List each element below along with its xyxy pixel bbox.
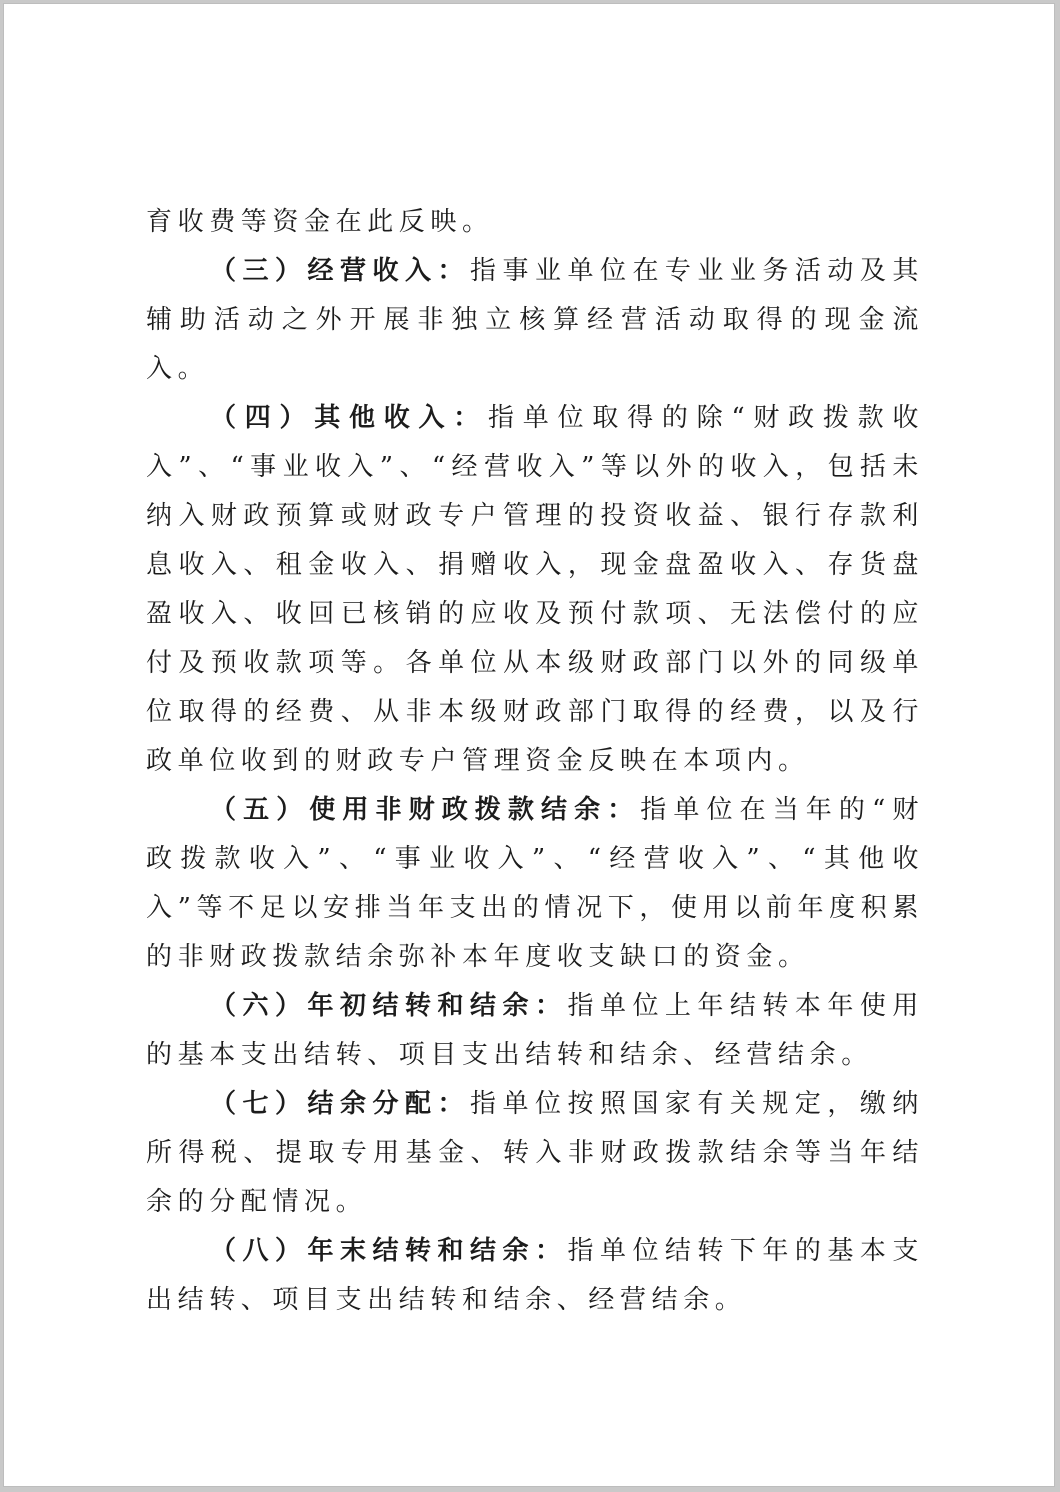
paragraph-surplus-distribution <box>146 1080 924 1227</box>
document-page <box>3 3 1055 1487</box>
paragraph-heading: （六）年初结转和结余： <box>210 991 568 1021</box>
paragraph-heading: （四）其他收入： <box>210 403 489 433</box>
paragraph-text: 指单位结转下年的基本支出结转、项目支出结转和结余、经营结余。 <box>146 1236 924 1315</box>
paragraph-text: 指事业单位在专业业务活动及其辅助活动之外开展非独立核算经营活动取得的现金流入。 <box>146 256 924 384</box>
paragraph-continuation <box>146 198 924 247</box>
paragraph-text: 指单位按照国家有关规定，缴纳所得税、提取专用基金、转入非财政拨款结余等当年结余的分配情况。 <box>146 1089 924 1217</box>
paragraph-heading: （八）年末结转和结余： <box>210 1236 568 1266</box>
paragraph-other-income <box>146 394 924 786</box>
paragraph-text: 指单位取得的除“财政拨款收入”、“事业收入”、“经营收入”等以外的收入，包括未纳入财政预算或财政专户管理的投资收益、银行存款利息收入、租金收入、捐赠收入，现金盘盈收入、存货盘盈收入、收回已核销的应收及预付款项、无法偿付的应付及预收款项等。各单位从本级财政部门以外的同级单位取得的经费、从非本级财政部门取得的经费，以及行政单位收到的财政专户管理资金反映在本项内。 <box>146 403 924 776</box>
paragraph-heading: （七）结余分配： <box>210 1089 470 1119</box>
paragraph-heading: （五）使用非财政拨款结余： <box>210 795 641 825</box>
paragraph-heading: （三）经营收入： <box>210 256 470 286</box>
paragraph-text: 育收费等资金在此反映。 <box>146 207 494 237</box>
paragraph-text: 指单位在当年的“财政拨款收入”、“事业收入”、“经营收入”、“其他收入”等不足以安排当年支出的情况下，使用以前年度积累的非财政拨款结余弥补本年度收支缺口的资金。 <box>146 795 924 972</box>
paragraph-ending-balance <box>146 1227 924 1325</box>
paragraph-text: 指单位上年结转本年使用的基本支出结转、项目支出结转和结余、经营结余。 <box>146 991 924 1070</box>
paragraph-beginning-balance <box>146 982 924 1080</box>
paragraph-use-of-surplus <box>146 786 924 982</box>
paragraph-operating-income <box>146 247 924 394</box>
document-body <box>146 198 924 1325</box>
